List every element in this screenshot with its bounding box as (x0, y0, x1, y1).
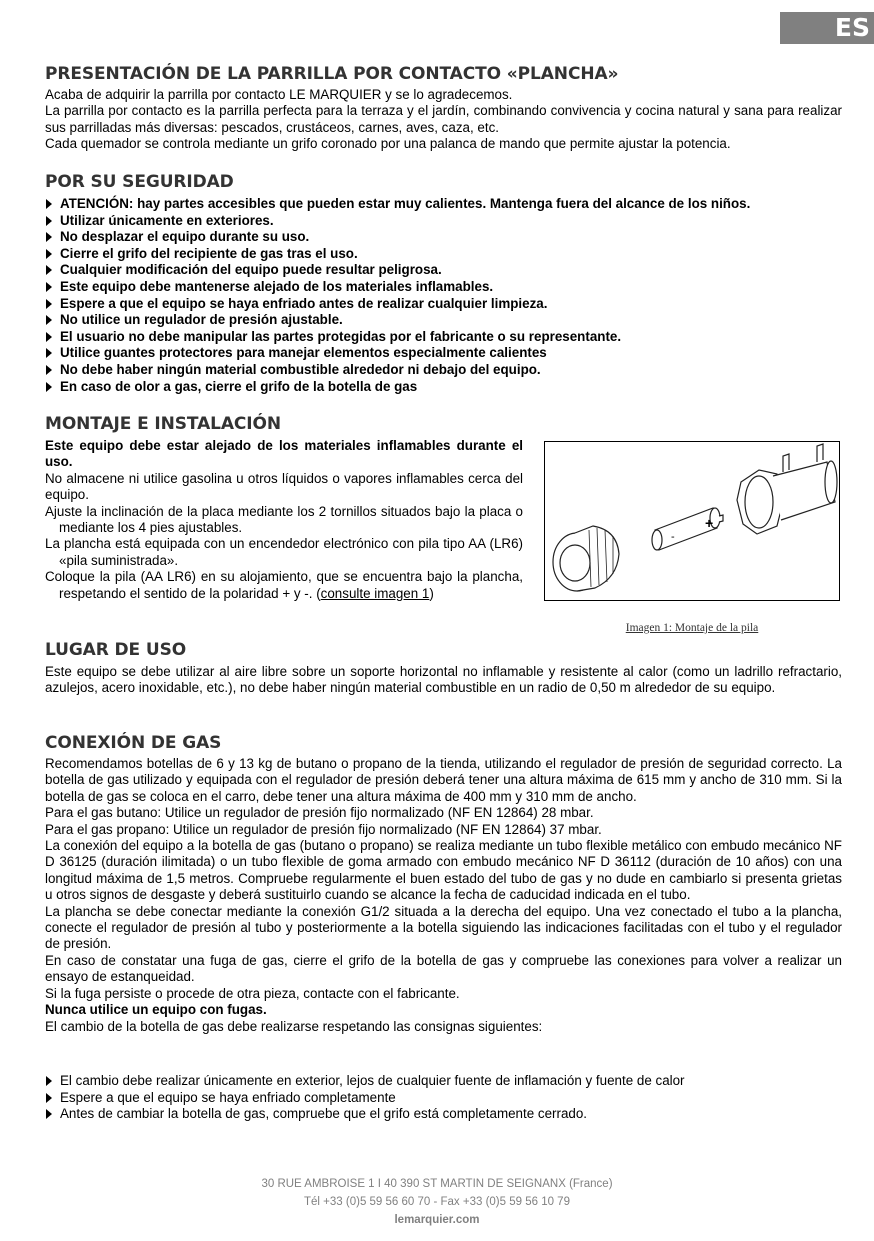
figure-caption: Imagen 1: Montaje de la pila (625, 622, 759, 634)
gas-text (45, 756, 842, 1035)
connector-left-icon (783, 454, 789, 472)
safety-item: Este equipo debe mantenerse alejado de los materiales inflamables. (45, 279, 842, 296)
section-title-montaje: MONTAJE E INSTALACIÓN (45, 414, 282, 434)
safety-item: En caso de olor a gas, cierre el grifo de la botella de gas (45, 379, 842, 396)
safety-item: Espere a que el equipo se haya enfriado antes de realizar cualquier limpieza. (45, 296, 842, 313)
safety-item: Cierre el grifo del recipiente de gas tras el uso. (45, 246, 842, 263)
gas-p3: Para el gas propano: Utilice un regulador de presión fijo normalizado (NF EN 12864) 37 mbar. (45, 821, 602, 837)
safety-list (45, 196, 842, 395)
safety-item: Utilice guantes protectores para manejar elementos especialmente calientes (45, 345, 842, 362)
language-tab: ES (780, 12, 874, 44)
montaje-p4-text: Coloque la pila (AA LR6) en su alojamiento, que se encuentra bajo la plancha, respetando el sentido de la polaridad + y -. ( (45, 569, 523, 601)
gas-p4: La conexión del equipo a la botella de gas (butano o propano) se realiza mediante un tubo flexible metálico con embudo mecánico NF D 36125 (duración ilimitada) o un tubo flexible de goma armado con embudo mecánico NF D 36112 (duración de 10 años) con una longitud máxima de 1,5 metros. Compruebe regularmente el buen estado del tubo de gas y no dude en cambiarlo si presenta grietas u otros signos de desgaste y deberá sustituirlo cuando se alcance la fecha de caducidad indicada en el tubo. (45, 838, 842, 903)
section-title-lugar: LUGAR DE USO (45, 640, 187, 660)
gas-p5: La plancha se debe conectar mediante la conexión G1/2 situada a la derecha del equipo. Una vez conectado el tubo a la plancha, conecte el regulador de presión al tubo y posteriormente a la botella siguiendo las indicaciones facilitadas con el tubo y el regulador de presión. (45, 903, 842, 952)
safety-item: ATENCIÓN: hay partes accesibles que pueden estar muy calientes. Mantenga fuera del alcance de los niños. (45, 196, 842, 213)
montaje-p4-end: ) (429, 585, 434, 601)
montaje-p2: Ajuste la inclinación de la placa mediante los 2 tornillos situados bajo la placa o mediante los 4 pies ajustables. (45, 503, 523, 536)
montaje-p4 (45, 569, 523, 602)
gas-change-item: Espere a que el equipo se haya enfriado completamente (45, 1090, 842, 1107)
gas-warning: Nunca utilice un equipo con fugas. (45, 1002, 267, 1018)
lugar-text (45, 664, 842, 697)
presentacion-p3: Cada quemador se controla mediante un grifo coronado por una palanca de mando que permite ajustar la potencia. (45, 136, 731, 152)
gas-p1: Recomendamos botellas de 6 y 13 kg de butano o propano de la tienda, utilizando el regulador de presión de seguridad correcto. La botella de gas utilizado y equipada con el regulador de presión deberá tener una altura máxima de 615 mm y ancho de 310 mm. Si la botella de gas se coloca en el carro, debe tener una altura máxima de 400 mm y 310 mm de ancho. (45, 756, 842, 804)
safety-item: El usuario no debe manipular las partes protegidas por el fabricante o su representante. (45, 329, 842, 346)
housing-tube-end (825, 461, 837, 503)
connector-right-icon (817, 444, 823, 462)
montaje-p1: No almacene ni utilice gasolina u otros líquidos o vapores inflamables cerca del equipo. (45, 470, 523, 503)
section-title-seguridad: POR SU SEGURIDAD (45, 172, 234, 192)
safety-item: Cualquier modificación del equipo puede resultar peligrosa. (45, 262, 842, 279)
safety-item: No utilice un regulador de presión ajustable. (45, 312, 842, 329)
gas-p2: Para el gas butano: Utilice un regulador de presión fijo normalizado (NF EN 12864) 28 mbar. (45, 805, 594, 821)
lugar-p1: Este equipo se debe utilizar al aire libre sobre un soporte horizontal no inflamable y resistente al calor (como un ladrillo refractario, azulejos, acero inoxidable, etc.), no debe haber ningún material combustible en un radio de 0,50 m alrededor de su equipo. (45, 664, 842, 696)
safety-item: Utilizar únicamente en exteriores. (45, 213, 842, 230)
footer-phone: Tél +33 (0)5 59 56 60 70 - Fax +33 (0)5 59 56 10 79 (304, 1196, 570, 1208)
section-title-presentacion: PRESENTACIÓN DE LA PARRILLA POR CONTACTO «PLANCHA» (45, 64, 619, 84)
gas-change-list (45, 1073, 842, 1123)
presentacion-text (45, 87, 842, 153)
footer (0, 1175, 874, 1229)
presentacion-p1: Acaba de adquirir la parrilla por contacto LE MARQUIER y se lo agradecemos. (45, 87, 513, 102)
gas-p6: En caso de constatar una fuga de gas, cierre el grifo de la botella de gas y compruebe las conexiones para volver a realizar un ensayo de estanqueidad. (45, 952, 842, 985)
safety-item: No debe haber ningún material combustible alrededor ni debajo del equipo. (45, 362, 842, 379)
montaje-p3: La plancha está equipada con un encendedor electrónico con pila tipo AA (LR6) «pila suministrada». (45, 536, 523, 568)
montaje-text (45, 438, 523, 602)
cap-inner (560, 545, 590, 581)
gas-change-item: Antes de cambiar la botella de gas, compruebe que el grifo está completamente cerrado. (45, 1106, 842, 1123)
polarity-plus-label: + (705, 515, 714, 531)
footer-address: 30 RUE AMBROISE 1 I 40 390 ST MARTIN DE SEIGNANX (France) (261, 1178, 613, 1190)
footer-website[interactable]: lemarquier.com (394, 1214, 480, 1226)
montaje-bold-intro: Este equipo debe estar alejado de los materiales inflamables durante el uso. (45, 438, 523, 470)
battery-end-icon (652, 530, 662, 550)
presentacion-p2: La parrilla por contacto es la parrilla perfecta para la terraza y el jardín, combinando convivencia y cocina natural y sana para realizar sus parrilladas más diversas: pescados, crustáceos, carnes, aves, caza, etc. (45, 103, 842, 135)
gas-change-item: El cambio debe realizar únicamente en exterior, lejos de cualquier fuente de inflamación y fuente de calor (45, 1073, 842, 1090)
section-title-gas: CONEXIÓN DE GAS (45, 733, 222, 753)
polarity-minus-label: - (671, 531, 675, 543)
figure-reference-link[interactable]: consulte imagen 1 (320, 585, 430, 601)
safety-item: No desplazar el equipo durante su uso. (45, 229, 842, 246)
housing-nut-inner (745, 476, 773, 528)
battery-assembly-drawing (545, 442, 839, 600)
battery-terminal (719, 515, 723, 522)
gas-p9: El cambio de la botella de gas debe realizarse respetando las consignas siguientes: (45, 1018, 543, 1034)
gas-p7: Si la fuga persiste o procede de otra pieza, contacte con el fabricante. (45, 985, 460, 1001)
battery-assembly-figure (544, 441, 840, 601)
